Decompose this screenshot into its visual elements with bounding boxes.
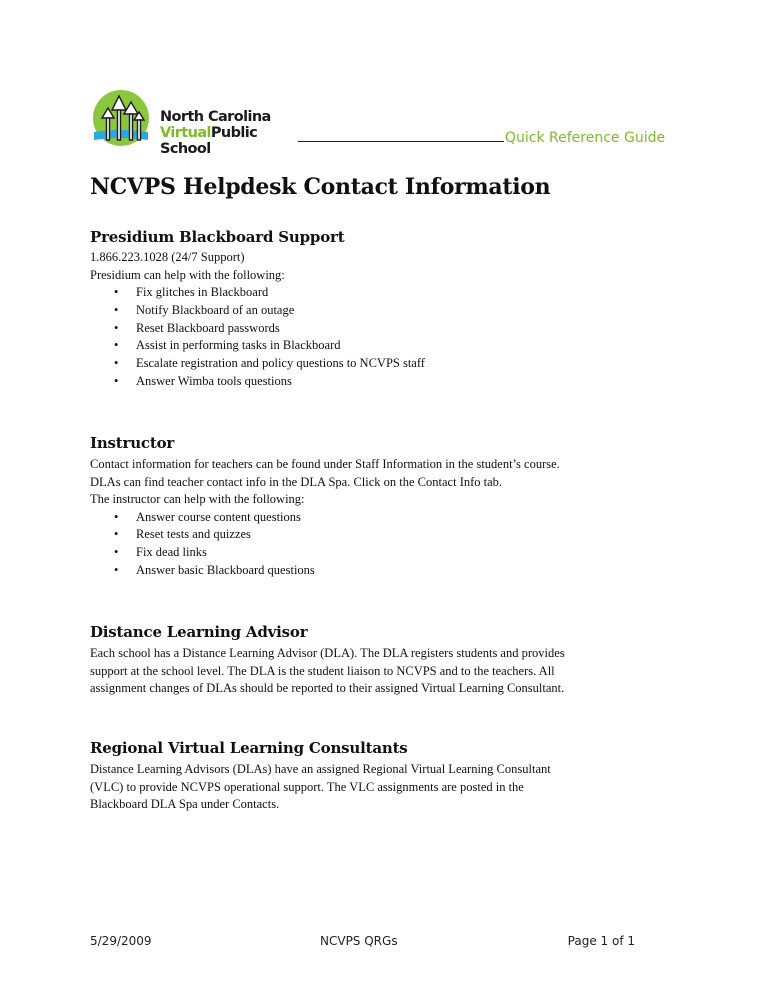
section-text: assignment changes of DLAs should be reported to their assigned Virtual Learning Consultant.	[90, 681, 565, 695]
page-footer	[90, 934, 635, 950]
list-item: • Reset tests and quizzes	[90, 526, 690, 544]
bullet-icon: •	[114, 338, 119, 353]
trees-logo-icon	[88, 88, 158, 152]
header-underline	[298, 129, 504, 142]
logo-wordmark	[160, 109, 298, 157]
section-intro: Presidium can help with the following:	[90, 267, 285, 282]
bullet-icon: •	[114, 302, 119, 317]
quick-reference-guide-label: Quick Reference Guide	[505, 130, 666, 146]
bullet-icon: •	[114, 356, 119, 371]
document-header	[88, 88, 688, 158]
instructor-list	[90, 509, 690, 580]
section-instructor	[90, 434, 690, 580]
bullet-icon: •	[114, 320, 119, 335]
section-heading: Regional Virtual Learning Consultants	[90, 739, 408, 757]
bullet-icon: •	[114, 509, 119, 524]
section-text: support at the school level. The DLA is the student liaison to NCVPS and to the teachers. All	[90, 663, 555, 678]
section-intro: The instructor can help with the following:	[90, 492, 305, 506]
section-text: Distance Learning Advisors (DLAs) have an assigned Regional Virtual Learning Consultant	[90, 762, 551, 776]
footer-title: NCVPS QRGs	[320, 934, 398, 948]
section-heading: Distance Learning Advisor	[90, 623, 308, 641]
section-text: Blackboard DLA Spa under Contacts.	[90, 797, 280, 811]
bullet-icon: •	[114, 562, 119, 577]
bullet-icon: •	[114, 545, 119, 560]
section-body	[90, 761, 690, 814]
phone-number: 1.866.223.1028 (24/7 Support)	[90, 250, 245, 264]
ncvps-logo	[88, 88, 298, 157]
section-dla	[90, 623, 690, 698]
list-item: • Escalate registration and policy questions to NCVPS staff	[90, 355, 690, 373]
section-text: (VLC) to provide NCVPS operational support. The VLC assignments are posted in the	[90, 779, 524, 794]
section-vlc	[90, 739, 690, 814]
list-item: • Answer course content questions	[90, 509, 690, 527]
logo-virtual: Virtual	[160, 125, 211, 141]
list-item: • Fix glitches in Blackboard	[90, 284, 690, 302]
presidium-list	[90, 284, 690, 391]
section-presidium	[90, 228, 690, 391]
header-guide-line	[298, 129, 665, 146]
list-item: • Notify Blackboard of an outage	[90, 302, 690, 320]
section-text: Each school has a Distance Learning Advisor (DLA). The DLA registers students and provides	[90, 646, 565, 660]
bullet-icon: •	[114, 285, 119, 299]
section-heading: Instructor	[90, 434, 175, 452]
list-item: • Answer Wimba tools questions	[90, 373, 690, 391]
page-title: NCVPS Helpdesk Contact Information	[90, 174, 551, 200]
section-body	[90, 645, 690, 698]
list-item: • Fix dead links	[90, 544, 690, 562]
bullet-icon: •	[114, 527, 119, 542]
list-item: • Answer basic Blackboard questions	[90, 562, 690, 580]
list-item: • Assist in performing tasks in Blackboard	[90, 337, 690, 355]
footer-date: 5/29/2009	[90, 934, 152, 948]
bullet-icon: •	[114, 373, 119, 388]
logo-line-1: North Carolina	[160, 109, 271, 125]
footer-page-number: Page 1 of 1	[567, 934, 635, 948]
section-text: DLAs can find teacher contact info in the DLA Spa. Click on the Contact Info tab.	[90, 474, 503, 489]
list-item: • Reset Blackboard passwords	[90, 320, 690, 338]
section-heading: Presidium Blackboard Support	[90, 228, 345, 246]
logo-line-2	[160, 125, 298, 157]
section-text: Contact information for teachers can be found under Staff Information in the student’s course.	[90, 457, 560, 471]
logo-public-school: Public School	[160, 125, 258, 157]
